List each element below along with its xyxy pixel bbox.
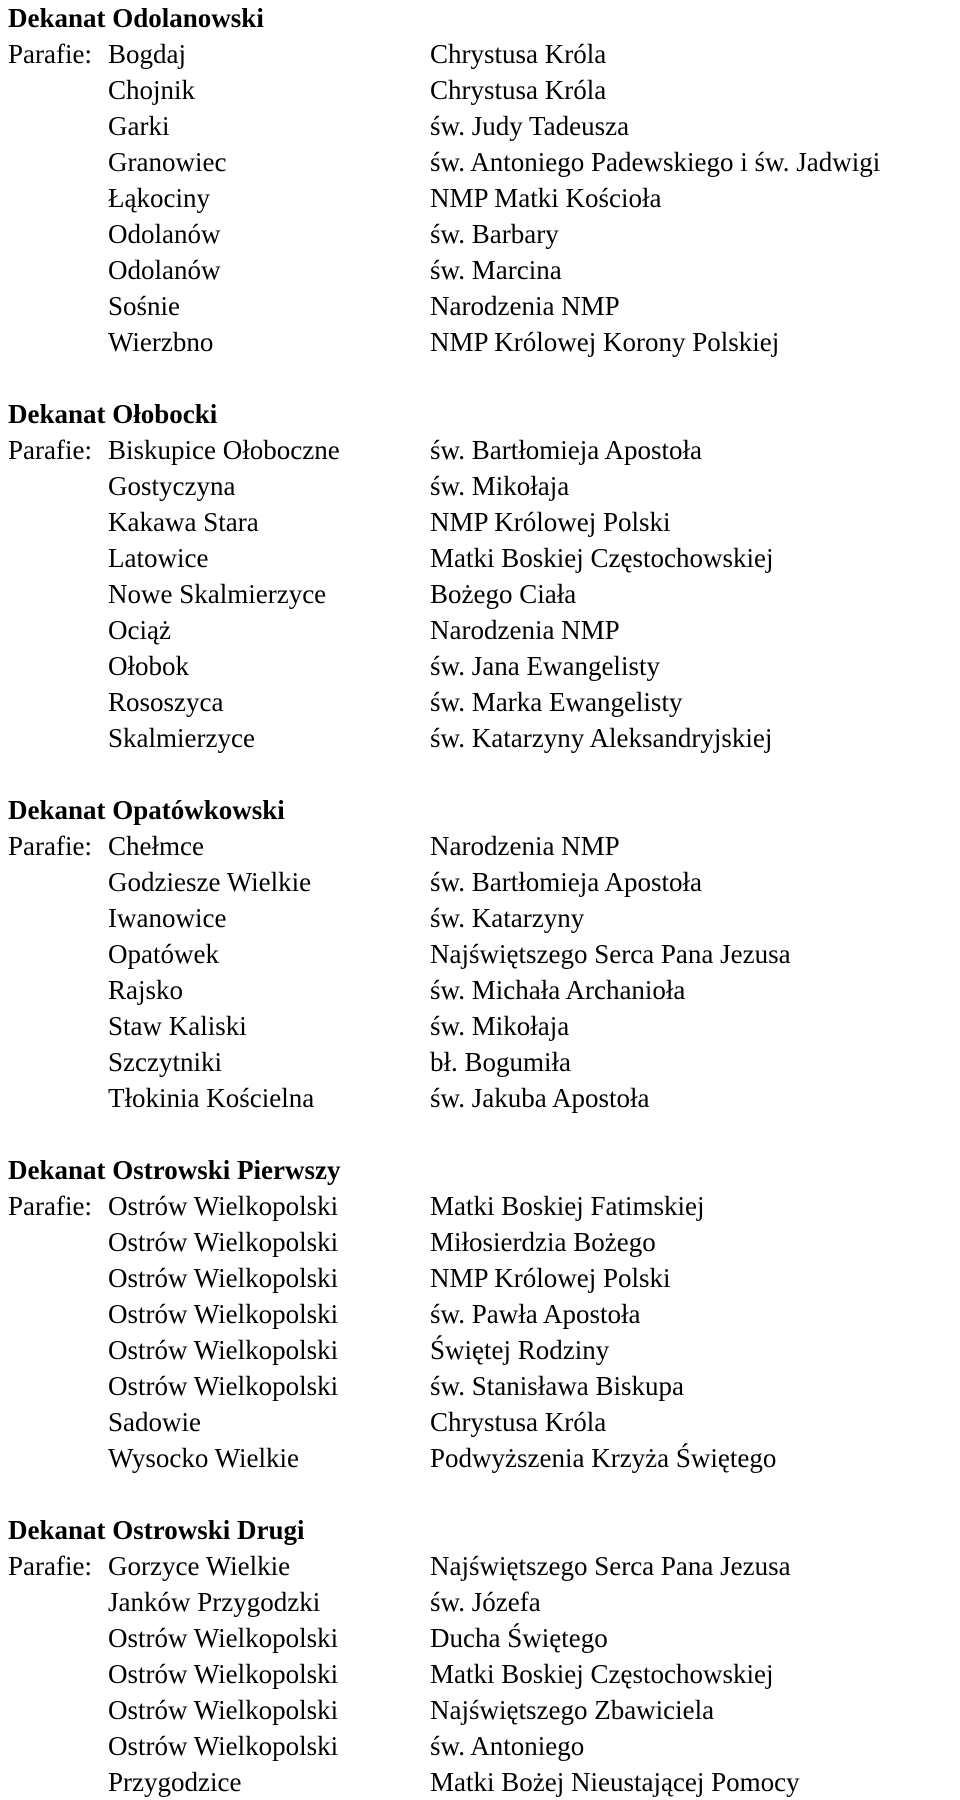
parishes-label: Parafie: (8, 1191, 92, 1221)
parish-dedication: Podwyższenia Krzyża Świętego (430, 1443, 777, 1473)
parish-place: Wysocko Wielkie (108, 1443, 299, 1473)
parish-place: Skalmierzyce (108, 723, 255, 753)
parish-place: Rajsko (108, 975, 184, 1005)
parishes-label: Parafie: (8, 39, 92, 69)
parish-place: Nowe Skalmierzyce (108, 579, 327, 609)
parish-row (8, 432, 958, 468)
parish-row (8, 900, 958, 936)
parish-dedication: św. Michała Archanioła (430, 975, 686, 1005)
parish-row (8, 144, 958, 180)
parish-dedication: NMP Królowej Polski (430, 507, 671, 537)
parish-dedication: Chrystusa Króla (430, 1407, 607, 1437)
parish-place: Opatówek (108, 939, 219, 969)
dekanat-title: Dekanat Opatówkowski (8, 795, 285, 825)
parish-dedication: św. Katarzyny (430, 903, 585, 933)
parish-dedication: św. Marka Ewangelisty (430, 687, 683, 717)
parish-dedication: św. Judy Tadeusza (430, 111, 630, 141)
parish-place: Ostrów Wielkopolski (108, 1227, 339, 1257)
parish-dedication: św. Bartłomieja Apostoła (430, 435, 702, 465)
parish-row (8, 1728, 958, 1764)
parish-dedication: Chrystusa Króla (430, 39, 607, 69)
parish-place: Rososzyca (108, 687, 224, 717)
dekanat-title: Dekanat Ostrowski Drugi (8, 1515, 305, 1545)
parish-dedication: św. Barbary (430, 219, 559, 249)
parish-dedication: Świętej Rodziny (430, 1335, 610, 1365)
parish-dedication: Najświętszego Serca Pana Jezusa (430, 939, 791, 969)
parish-dedication: św. Bartłomieja Apostoła (430, 867, 702, 897)
dekanat-title: Dekanat Ołobocki (8, 399, 218, 429)
parish-place: Bogdaj (108, 39, 186, 69)
parish-dedication: Matki Boskiej Fatimskiej (430, 1191, 705, 1221)
parish-row (8, 1620, 958, 1656)
parish-row (8, 972, 958, 1008)
parish-row (8, 936, 958, 972)
parish-row (8, 108, 958, 144)
parish-dedication: św. Stanisława Biskupa (430, 1371, 684, 1401)
parish-dedication: św. Marcina (430, 255, 562, 285)
parish-place: Szczytniki (108, 1047, 222, 1077)
parish-row (8, 828, 958, 864)
parish-dedication: Matki Boskiej Częstochowskiej (430, 543, 774, 573)
parish-dedication: Chrystusa Króla (430, 75, 607, 105)
parish-row (8, 576, 958, 612)
parish-row (8, 1584, 958, 1620)
parish-row (8, 1224, 958, 1260)
parish-place: Garki (108, 111, 170, 141)
parish-row (8, 504, 958, 540)
parish-place: Sadowie (108, 1407, 201, 1437)
parish-dedication: bł. Bogumiła (430, 1047, 571, 1077)
parish-dedication: Matki Boskiej Częstochowskiej (430, 1659, 774, 1689)
parish-dedication: Bożego Ciała (430, 579, 577, 609)
parish-place: Odolanów (108, 219, 221, 249)
parish-place: Ostrów Wielkopolski (108, 1299, 339, 1329)
parish-dedication: św. Antoniego (430, 1731, 585, 1761)
parish-place: Latowice (108, 543, 209, 573)
parish-row (8, 648, 958, 684)
parish-place: Chełmce (108, 831, 204, 861)
parish-row (8, 1332, 958, 1368)
parish-dedication: Najświętszego Zbawiciela (430, 1695, 715, 1725)
parish-place: Tłokinia Kościelna (108, 1083, 315, 1113)
parish-row (8, 468, 958, 504)
parish-row (8, 252, 958, 288)
dekanat-title: Dekanat Ostrowski Pierwszy (8, 1155, 341, 1185)
parish-dedication: św. Antoniego Padewskiego i św. Jadwigi (430, 147, 881, 177)
dekanat-section (8, 792, 958, 1116)
parish-row (8, 1008, 958, 1044)
parish-place: Granowiec (108, 147, 227, 177)
dekanat-section (8, 0, 958, 360)
parish-row (8, 720, 958, 756)
parish-row (8, 1260, 958, 1296)
dekanat-section (8, 1152, 958, 1476)
parish-dedication: św. Jana Ewangelisty (430, 651, 660, 681)
parish-dedication: Miłosierdzia Bożego (430, 1227, 656, 1257)
parish-row (8, 540, 958, 576)
parish-dedication: NMP Matki Kościoła (430, 183, 662, 213)
parish-row (8, 288, 958, 324)
parish-row (8, 180, 958, 216)
parish-dedication: NMP Królowej Polski (430, 1263, 671, 1293)
parishes-label: Parafie: (8, 435, 92, 465)
parish-row (8, 1692, 958, 1728)
parish-dedication: Narodzenia NMP (430, 291, 620, 321)
parish-dedication: Najświętszego Serca Pana Jezusa (430, 1551, 791, 1581)
dekanat-section (8, 396, 958, 756)
parish-dedication: św. Mikołaja (430, 471, 570, 501)
parish-place: Przygodzice (108, 1767, 242, 1797)
parish-row (8, 684, 958, 720)
parish-dedication: Narodzenia NMP (430, 831, 620, 861)
parish-dedication: św. Mikołaja (430, 1011, 570, 1041)
parish-row (8, 864, 958, 900)
parish-place: Ostrów Wielkopolski (108, 1695, 339, 1725)
parish-place: Ostrów Wielkopolski (108, 1731, 339, 1761)
parish-row (8, 216, 958, 252)
parish-dedication: NMP Królowej Korony Polskiej (430, 327, 780, 357)
parish-row (8, 1548, 958, 1584)
parish-place: Odolanów (108, 255, 221, 285)
parishes-label: Parafie: (8, 831, 92, 861)
parish-row (8, 1044, 958, 1080)
parish-row (8, 1764, 958, 1800)
parish-row (8, 1440, 958, 1476)
parish-dedication: św. Józefa (430, 1587, 541, 1617)
parish-place: Sośnie (108, 291, 181, 321)
document (8, 0, 958, 1800)
parish-place: Ostrów Wielkopolski (108, 1263, 339, 1293)
parish-dedication: Narodzenia NMP (430, 615, 620, 645)
parish-dedication: św. Pawła Apostoła (430, 1299, 641, 1329)
parish-place: Ołobok (108, 651, 189, 681)
parish-row (8, 1188, 958, 1224)
parish-row (8, 1656, 958, 1692)
parish-place: Ostrów Wielkopolski (108, 1371, 339, 1401)
parish-place: Biskupice Ołoboczne (108, 435, 340, 465)
parish-place: Gorzyce Wielkie (108, 1551, 291, 1581)
dekanat-title: Dekanat Odolanowski (8, 3, 264, 33)
parish-dedication: św. Jakuba Apostoła (430, 1083, 650, 1113)
parish-place: Ostrów Wielkopolski (108, 1191, 339, 1221)
parish-place: Gostyczyna (108, 471, 236, 501)
parish-place: Ostrów Wielkopolski (108, 1335, 339, 1365)
parish-dedication: św. Katarzyny Aleksandryjskiej (430, 723, 773, 753)
parish-place: Ostrów Wielkopolski (108, 1659, 339, 1689)
parish-place: Godziesze Wielkie (108, 867, 312, 897)
parish-row (8, 612, 958, 648)
parish-row (8, 1368, 958, 1404)
parish-row (8, 1296, 958, 1332)
parish-place: Kakawa Stara (108, 507, 259, 537)
parish-place: Wierzbno (108, 327, 214, 357)
parish-row (8, 36, 958, 72)
dekanat-section (8, 1512, 958, 1800)
parish-place: Ociąż (108, 615, 171, 645)
parishes-label: Parafie: (8, 1551, 92, 1581)
parish-dedication: Ducha Świętego (430, 1623, 608, 1653)
parish-row (8, 72, 958, 108)
parish-row (8, 324, 958, 360)
parish-place: Ostrów Wielkopolski (108, 1623, 339, 1653)
parish-place: Staw Kaliski (108, 1011, 247, 1041)
parish-place: Janków Przygodzki (108, 1587, 321, 1617)
parish-place: Chojnik (108, 75, 196, 105)
parish-row (8, 1404, 958, 1440)
parish-place: Iwanowice (108, 903, 227, 933)
parish-place: Łąkociny (108, 183, 210, 213)
parish-dedication: Matki Bożej Nieustającej Pomocy (430, 1767, 800, 1797)
parish-row (8, 1080, 958, 1116)
